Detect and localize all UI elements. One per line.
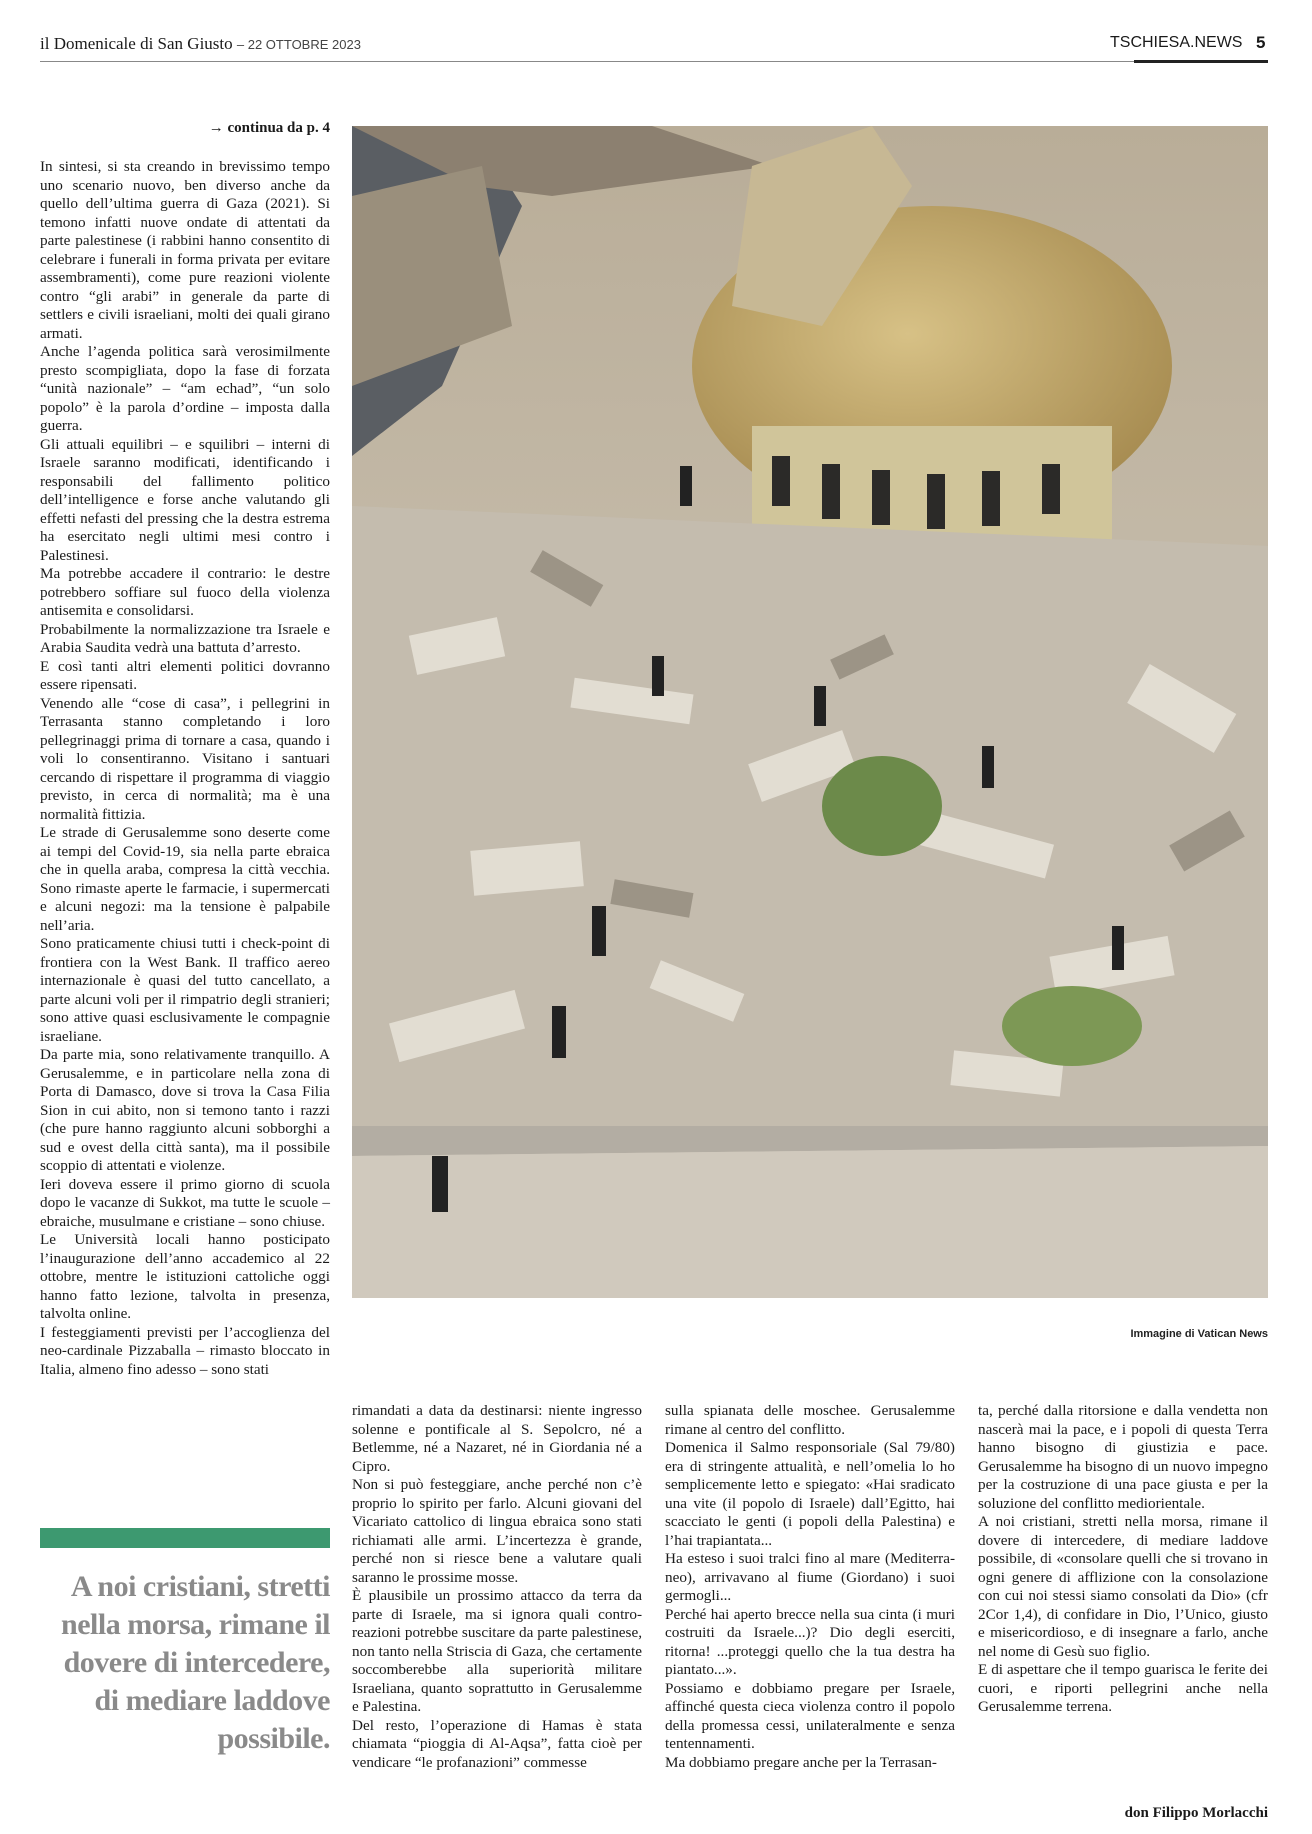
- pull-quote-accent-bar: [40, 1528, 330, 1548]
- paragraph: In sintesi, si sta creando in brevissimo tempo uno scenario nuovo, ben diverso anche da quello dell’ultima guerra di Gaza (2021). Si temono infatti nuove ondate di attentati da parte palestinese (i rabbini hanno consentito di celebrare i funerali in forma privata per evitare assembramenti), come pure reazioni violente contro “gli arabi” in generale da parte di settlers e civili israeliani, molti dei quali girano armati.: [40, 158, 330, 342]
- article-photo: [352, 126, 1268, 1298]
- page-number: 5: [1256, 33, 1266, 52]
- paragraph: Possiamo e dobbiamo pregare per Israele, affinché questa cieca violenza contro il popolo della promessa cessi, unilateralmente e senza tentennamenti.: [665, 1679, 955, 1752]
- issue-date: – 22 OTTOBRE 2023: [236, 37, 361, 52]
- paragraph: Ma dobbiamo pregare anche per la Terrasan-: [665, 1753, 937, 1771]
- paragraph: Domenica il Salmo responsoriale (Sal 79/80) era di stringente attualità, e nell’omelia lo ho semplicemente letto e spiegato: «Hai sradicato una vite (il popolo di Israele) dall’Egitto, hai scacciato le genti (i popoli della Palestina) e l’hai trapiantata...: [665, 1439, 955, 1549]
- paragraph: A noi cristiani, stretti nella morsa, rimane il dovere di intercedere, di mediare laddove possibile, di «consolare quelli che si trovano in ogni genere di afflizione con la consolazione con cui noi stessi siamo consolati da Dio» (cfr 2Cor 1,4), di confidare in Dio, l’Unico, giusto e misericordioso, e di insegnare a farlo, anche nel nome di Gesù suo figlio.: [978, 1513, 1268, 1660]
- paragraph: Ha esteso i suoi tralci fino al mare (Mediterra- neo), arrivavano al fiume (Giordano) i suoi germogli...: [665, 1550, 955, 1604]
- article-column-1: [40, 158, 330, 1379]
- paragraph: sulla spianata delle moschee. Gerusalemme rimane al centro del conflitto.: [665, 1402, 955, 1438]
- pull-quote: A noi cristiani, stretti nella morsa, rimane il dovere di intercedere, di mediare laddove possibile.: [61, 1570, 330, 1755]
- publication-name: il Domenicale di San Giusto: [40, 34, 233, 53]
- paragraph: Gli attuali equilibri – e squilibri – interni di Israele saranno modificati, identificando i responsabili del fallimento politico dell’intelligence e forse anche valutando gli effetti nefasti del pressing che la destra estrema ha esercitato negli ultimi mesi contro i Palestinesi.: [40, 435, 330, 564]
- article-column-3: [665, 1402, 955, 1772]
- paragraph: Le Università locali hanno posticipato l’inaugurazione dell’anno accademico al 22 ottobre, mentre le istituzioni cattoliche oggi hanno fatto lezione, talvolta in presenza, talvolta online.: [40, 1231, 330, 1322]
- paragraph: Del resto, l’operazione di Hamas è stata chiamata “pioggia di Al-Aqsa”, fatta cioè per vendicare “le profanazioni” commesse: [352, 1716, 642, 1771]
- paragraph: Ma potrebbe accadere il contrario: le destre potrebbero soffiare sul fuoco della violenza antisemita e consolidarsi.: [40, 565, 330, 619]
- header-rule: [40, 61, 1268, 62]
- paragraph: I festeggiamenti previsti per l’accoglienza del neo-cardinale Pizzaballa – rimasto bloccato in Italia, almeno fino adesso – sono stati: [40, 1323, 330, 1378]
- masthead: [40, 34, 361, 54]
- paragraph: Anche l’agenda politica sarà verosimilmente presto scompigliata, dopo la fase di forzata “unità nazionale” – “am echad”, “un solo popolo” è la parola d’ordine – imposta dalla guerra.: [40, 343, 330, 434]
- paragraph: ta, perché dalla ritorsione e dalla vendetta non nascerà mai la pace, e i popoli di questa Terra hanno bisogno di giustizia e pace. Gerusalemme ha bisogno di un nuovo impegno per la costruzione di una pace giusta e per la soluzione del conflitto mediorientale.: [978, 1402, 1268, 1512]
- rubble-mosque-image: [352, 126, 1268, 1298]
- paragraph: E così tanti altri elementi politici dovranno essere ripensati.: [40, 657, 330, 693]
- article-column-4: [978, 1402, 1268, 1717]
- paragraph: Probabilmente la normalizzazione tra Israele e Arabia Saudita vedrà una battuta d’arresto.: [40, 620, 330, 656]
- author-signature: don Filippo Morlacchi: [1124, 1805, 1268, 1821]
- paragraph: E di aspettare che il tempo guarisca le ferite dei cuori, e riporti pellegrini anche nella Gerusalemme terrena.: [978, 1661, 1268, 1715]
- photo-credit: Immagine di Vatican News: [1130, 1328, 1268, 1340]
- header-rule-accent: [1134, 60, 1268, 63]
- paragraph: Non si può festeggiare, anche perché non c’è proprio lo spirito per farlo. Alcuni giovani del Vicariato cattolico di lingua ebraica sono stati richiamati alle armi. L’incertezza è grande, perché non si riesce bene a valutare quali saranno le prossime mosse.: [352, 1476, 642, 1586]
- continued-from-note: → continua da p. 4: [208, 120, 330, 136]
- paragraph: Perché hai aperto brecce nella sua cinta (i muri costruiti da Israele...)? Dio degli eserciti, ritorna! ...proteggi quello che la tua destra ha piantato...».: [665, 1605, 955, 1678]
- paragraph: Ieri doveva essere il primo giorno di scuola dopo le vacanze di Sukkot, ma tutte le scuole – ebraiche, musulmane e cristiane – sono chiuse.: [40, 1175, 330, 1230]
- paragraph: È plausibile un prossimo attacco da terra da parte di Israele, ma si ignora quali contro-reazioni potrebbe suscitare da parte palestinese, non tanto nella Striscia di Gaza, che certamente soccomberebbe alla superiorità militare Israeliana, quanto soprattutto in Gerusalemme e Palestina.: [352, 1587, 642, 1715]
- paragraph: Da parte mia, sono relativamente tranquillo. A Gerusalemme, e in particolare nella zona di Porta di Damasco, dove si trova la Casa Filia Sion in cui abito, non si temono tanto i razzi (che pure hanno raggiunto alcuni sobborghi a sud e ovest della città santa), ma il possibile scoppio di attentati e violenze.: [40, 1046, 330, 1174]
- site-name[interactable]: TSCHIESA.NEWS: [1110, 34, 1243, 51]
- article-column-2: [352, 1402, 642, 1772]
- paragraph: rimandati a data da destinarsi: niente ingresso solenne e pontificale al S. Sepolcro, né a Betlemme, né a Nazaret, né in Giordania né a Cipro.: [352, 1402, 642, 1475]
- paragraph: Le strade di Gerusalemme sono deserte come ai tempi del Covid-19, sia nella parte ebraica che in quella araba, compresa la città vecchia. Sono rimaste aperte le farmacie, i supermercati e alcuni negozi: ma la tensione è palpabile nell’aria.: [40, 824, 330, 934]
- paragraph: Venendo alle “cose di casa”, i pellegrini in Terrasanta stanno completando i loro pellegrinaggi prima di tornare a casa, quando i voli lo consentiranno. Visitano i santuari cercando di rispettare il programma di viaggio previsto, in cerca di normalità; ma è una normalità fittizia.: [40, 694, 330, 823]
- paragraph: Sono praticamente chiusi tutti i check-point di frontiera con la West Bank. Il traffico aereo internazionale è quasi del tutto cancellato, a parte alcuni voli per il rimpatrio degli stranieri; sono attive quasi esclusivamente le compagnie israeliane.: [40, 935, 330, 1045]
